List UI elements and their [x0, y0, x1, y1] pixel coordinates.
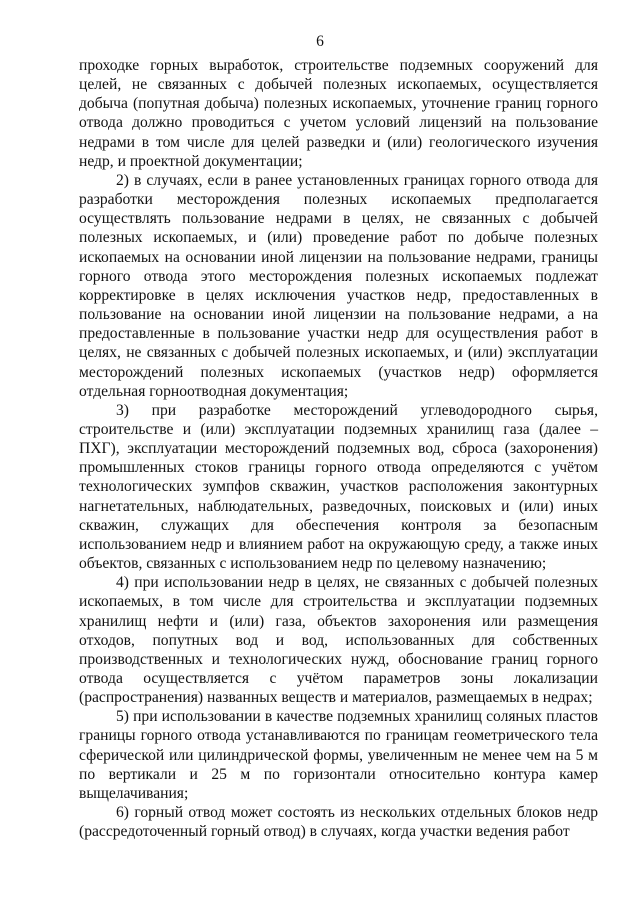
paragraph-item-2: 2) в случаях, если в ранее установленных границах горного отвода для разработки месторождения полезных ископаемых предполагается осуществлять пользование недрами в целях, не связанных с добычей полезных ископаемых, и (или) проведение работ по добыче полезных ископаемых на основании иной лицензии на пользование недрами, границы горного отвода этого месторождения полезных ископаемых подлежат корректировке в целях исключения участков недр, предоставленных в пользование на основании иной лицензии на пользование недрами, а на предоставленные в пользование участки недр для осуществления работ в целях, не связанных с добычей полезных ископаемых, и (или) эксплуатации месторождений полезных ископаемых (участков недр) оформляется отдельная горноотводная документация; — [79, 171, 598, 400]
paragraph-continuation: проходке горных выработок, строительстве подземных сооружений для целей, не связанных с добычей полезных ископаемых, осуществляется добыча (попутная добыча) полезных ископаемых, уточнение границ горного отвода должно проводиться с учетом условий лицензий на пользование недрами в том числе для целей разведки и (или) геологического изучения недр, и проектной документации; — [79, 57, 598, 170]
page-number: 6 — [316, 33, 324, 50]
paragraph-item-4: 4) при использовании недр в целях, не связанных с добычей полезных ископаемых, в том числе для строительства и эксплуатации подземных хранилищ нефти и (или) газа, объектов захоронения или размещения отходов, попутных вод и вод, использованных для собственных производственных и технологических нужд, обоснование границ горного отвода осуществляется с учётом параметров зоны локализации (распространения) названных веществ и материалов, размещаемых в недрах; — [79, 574, 598, 707]
paragraph-item-5: 5) при использовании в качестве подземных хранилищ соляных пластов границы горного отвода устанавливаются по границам геометрического тела сферической или цилиндрической формы, увеличенным не менее чем на 5 м по вертикали и 25 м по горизонтали относительно контура камер выщелачивания; — [79, 708, 598, 802]
paragraph-item-3: 3) при разработке месторождений углеводородного сырья, строительстве и (или) эксплуатации подземных хранилищ газа (далее – ПХГ), эксплуатации месторождений подземных вод, сброса (захоронения) промышленных стоков границы горного отвода определяются с учётом технологических зумпфов скважин, участков расположения законтурных нагнетательных, наблюдательных, разведочных, поисковых и (или) иных скважин, служащих для обеспечения контроля за безопасным использованием недр и влиянием работ на окружающую среду, а также иных объектов, связанных с использованием недр по целевому назначению; — [79, 401, 598, 573]
paragraph-item-6: 6) горный отвод может состоять из нескольких отдельных блоков недр (рассредоточенный горный отвод) в случаях, когда участки ведения работ — [79, 804, 598, 841]
document-body — [79, 56, 598, 841]
